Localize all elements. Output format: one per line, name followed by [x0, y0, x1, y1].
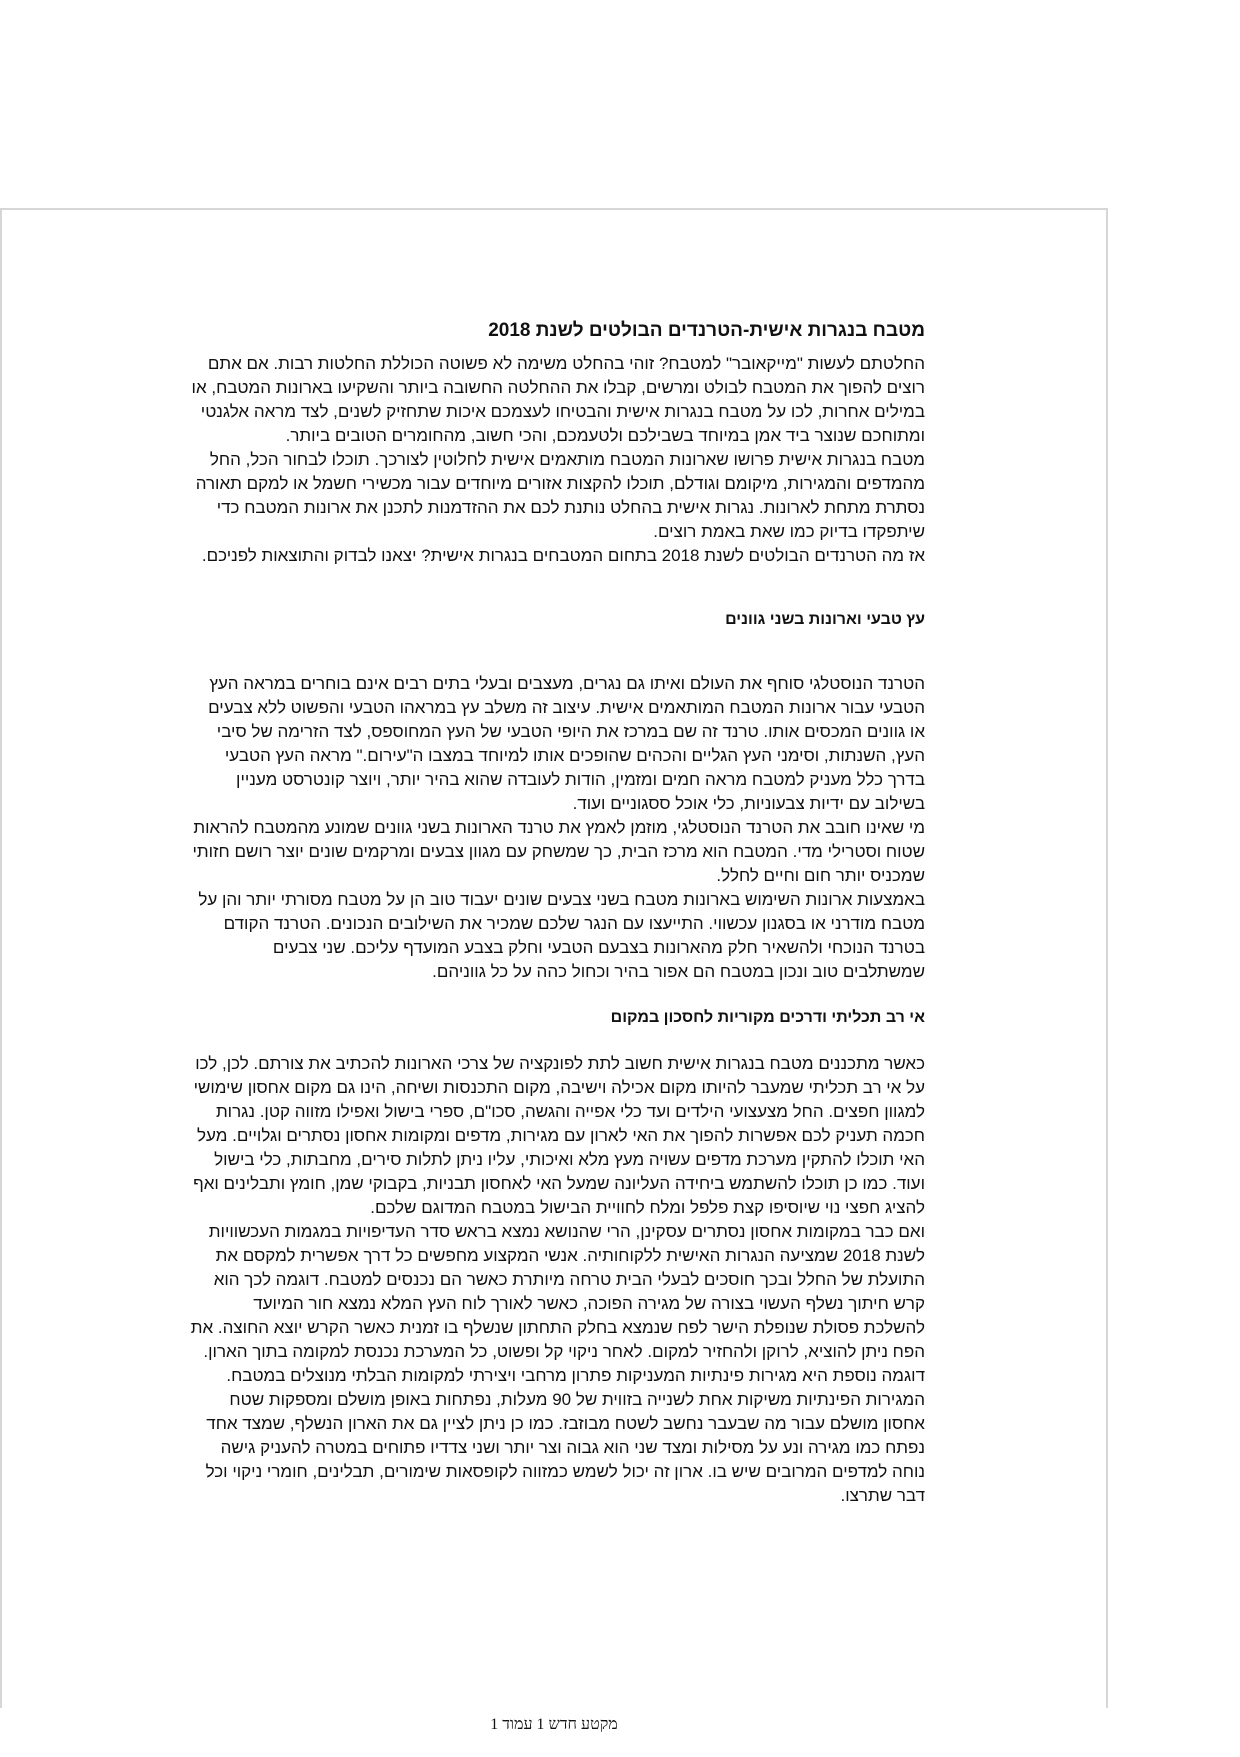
section2-heading: אי רב תכליתי ודרכים מקוריות לחסכון במקום — [610, 1009, 925, 1026]
section1-paragraph-1: הטרנד הנוסטלגי סוחף את העולם ואיתו גם נגרים, מעצבים ובעלי בתים רבים אינם בוחרים במראה העץ הטבעי עבור ארונות המטבח המותאמים אישית. עיצוב זה משלב עץ במראהו הטבעי והפשוט ללא צבעים או גוונים המכסים אותו. טרנד זה שם במרכז את היופי הטבעי של העץ המחוספס, לצד הזרימה של סיבי העץ, השנתות, וסימני העץ הגליים והכהים שהופכים אותו למיוחד במצבו ה"עירום." מראה העץ הטבעי בדרך כלל מעניק למטבח מראה חמים ומזמין, הודות לעובדה שהוא בהיר יותר, ויוצר קונטרסט מעניין בשילוב עם ידיות צבעוניות, כלי אוכל ססגוניים ועוד. — [208, 674, 925, 813]
intro-paragraph-3: אז מה הטרנדים הבולטים לשנת 2018 בתחום המטבחים בנגרות אישית? יצאנו לבדוק והתוצאות לפניכם. — [201, 546, 925, 565]
section1-heading: עץ טבעי וארונות בשני גוונים — [725, 611, 925, 628]
document-title: מטבח בנגרות אישית-הטרנדים הבולטים לשנת 2018 — [488, 320, 925, 341]
document-body — [190, 318, 925, 1508]
page-footer: מקטע חדש 1 עמוד 1 — [490, 1716, 618, 1733]
section2-paragraph-2: ואם כבר במקומות אחסון נסתרים עסקינן, הרי שהנושא נמצא בראש סדר העדיפויות במגמות העכשוויות לשנת 2018 שמציעה הנגרות האישית ללקוחותיה. אנשי המקצוע מחפשים כל דרך אפשרית למקסם את התועלת של החלל ובכך חוסכים לבעלי הבית טרחה מיותרת כאשר הם נכנסים למטבח. דוגמה לכך הוא קרש חיתוך נשלף העשוי בצורה של מגירה הפוכה, כאשר לאורך לוח העץ המלא נמצא חור המיועד להשלכת פסולת שנופלת הישר לפח שנמצא בחלק התחתון שנשלף בו זמנית כאשר הקרש יוצא החוצה. את הפח ניתן להוציא, לרוקן ולהחזיר למקום. לאחר ניקוי קל ופשוט, כל המערכת נכנסת למקומה בתוך הארון. — [190, 1222, 925, 1361]
section2-paragraph-3: דוגמה נוספת היא מגירות פינתיות המעניקות פתרון מרחבי ויצירתי למקומות הבלתי מנוצלים במטבח. המגירות הפינתיות משיקות אחת לשנייה בזווית של 90 מעלות, נפתחות באופן מושלם ומספקות שטח אחסון מושלם עבור מה שבעבר נחשב לשטח מבוזבז. כמו כן ניתן לציין גם את הארון הנשלף, שמצד אחד נפתח כמו מגירה ונע על מסילות ומצד שני הוא גבוה וצר יותר ושני צדדיו פתוחים במטרה להעניק גישה נוחה למדפים המרובים שיש בו. ארון זה יכול לשמש כמזווה לקופסאות שימורים, תבלינים, חומרי ניקוי וכל דבר שתרצו. — [205, 1366, 925, 1505]
section1-paragraph-2: מי שאינו חובב את הטרנד הנוסטלגי, מוזמן לאמץ את טרנד הארונות בשני גוונים שמונע מהמטבח להראות שטוח וסטרילי מדי. המטבח הוא מרכז הבית, כך שמשחק עם מגוון צבעים ומרקמים שונים יוצר רושם חזותי שמכניס יותר חום וחיים לחלל. — [192, 818, 925, 885]
section2-paragraph-1: כאשר מתכננים מטבח בנגרות אישית חשוב לתת לפונקציה של צרכי הארונות להכתיב את צורתם. לכן, לכו על אי רב תכליתי שמעבר להיותו מקום אכילה וישיבה, מקום התכנסות ושיחה, הינו גם מקום אחסון שימושי למגוון חפצים. החל מצעצועי הילדים ועד כלי אפייה והגשה, סכו"ם, ספרי בישול ואפילו מזווה קטן. נגרות חכמה תעניק לכם אפשרות להפוך את האי לארון עם מגירות, מדפים ומקומות אחסון נסתרים וגלויים. מעל האי תוכלו להתקין מערכת מדפים עשויה מעץ מלא ואיכותי, עליו ניתן לתלות סירים, מחבתות, כלי בישול ועוד. כמו כן תוכלו להשתמש ביחידה העליונה שמעל האי לאחסון תבניות, בקבוקי שמן, חומץ ותבלינים ואף להציג חפצי נוי שיוסיפו קצת פלפל ומלח לחוויית הבישול במטבח המדוגם שלכם. — [193, 1054, 925, 1217]
intro-paragraph-2: מטבח בנגרות אישית פרושו שארונות המטבח מותאמים אישית לחלוטין לצורכך. תוכלו לבחור הכל, החל מהמדפים והמגירות, מיקומם וגודלם, תוכלו להקצות אזורים מיוחדים עבור מכשירי חשמל או למקם תאורה נסתרת מתחת לארונות. נגרות אישית בהחלט נותנת לכם את ההזדמנות לתכנן את ארונות המטבח כדי שיתפקדו בדיוק כמו שאת באמת רוצים. — [195, 450, 925, 541]
intro-paragraph-1: החלטתם לעשות "מייקאובר" למטבח? זוהי בהחלט משימה לא פשוטה הכוללת החלטות רבות. אם אתם רוצים להפוך את המטבח לבולט ומרשים, קבלו את ההחלטה החשובה ביותר והשקיעו בארונות המטבח, או במילים אחרות, לכו על מטבח בנגרות אישית והבטיחו לעצמכם איכות שתחזיק לשנים, לצד מראה אלגנטי ומתוחכם שנוצר ביד אמן במיוחד בשבילכם ולטעמכם, והכי חשוב, מהחומרים הטובים ביותר. — [191, 354, 925, 445]
section1-paragraph-3: באמצעות ארונות השימוש בארונות מטבח בשני צבעים שונים יעבוד טוב הן על מטבח מסורתי יותר והן על מטבח מודרני או בסגנון עכשווי. התייעצו עם הנגר שלכם שמכיר את השילובים הנכונים. הטרנד הקודם בטרנד הנוכחי ולהשאיר חלק מהארונות בצבעם הטבעי וחלק בצבע המועדף עליכם. שני צבעים שמשתלבים טוב ונכון במטבח הם אפור בהיר וכחול כהה על כל גווניהם. — [198, 890, 925, 981]
